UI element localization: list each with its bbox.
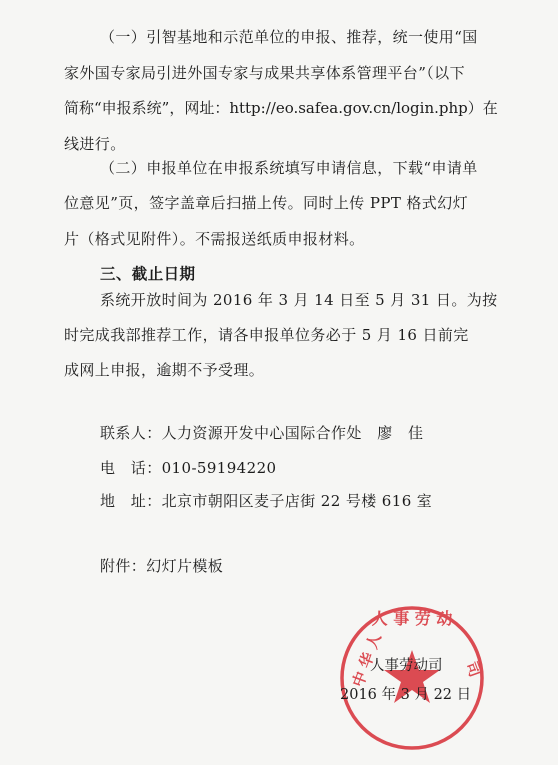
contact-address-row — [100, 491, 432, 511]
paragraph-1-line-2: 家外国专家局引进外国专家与成果共享体系管理平台”（以下 — [64, 64, 465, 82]
paragraph-1-line-1: （一）引智基地和示范单位的申报、推荐，统一使用“国 — [100, 28, 478, 46]
signature-department: 人事劳动司 — [370, 658, 443, 674]
official-seal — [338, 604, 486, 752]
contact-person-value: 人力资源开发中心国际合作处 廖 佳 — [161, 424, 424, 442]
paragraph-3-line-3: 成网上申报，逾期不予受理。 — [64, 361, 265, 379]
paragraph-3-line-2: 时完成我部推荐工作，请各申报单位务必于 5 月 16 日前完 — [64, 326, 469, 344]
contact-phone-value: 010-59194220 — [161, 459, 277, 477]
attachment-note: 附件：幻灯片模板 — [100, 557, 224, 575]
paragraph-2-line-1: （二）申报单位在申报系统填写申请信息，下载“申请单 — [100, 159, 478, 177]
paragraph-2-line-3: 片（格式见附件）。不需报送纸质申报材料。 — [64, 230, 365, 248]
svg-text:司: 司 — [462, 659, 485, 680]
contact-address-value: 北京市朝阳区麦子店街 22 号楼 616 室 — [161, 492, 433, 510]
paragraph-2-line-2: 位意见”页，签字盖章后扫描上传。同时上传 PPT 格式幻灯 — [64, 194, 468, 212]
svg-text:人 事 劳 动: 人 事 劳 动 — [371, 609, 453, 628]
contact-person-row — [100, 423, 423, 443]
section-3-heading: 三、截止日期 — [100, 265, 196, 283]
contact-address-label: 地 址： — [100, 492, 162, 510]
paragraph-1-line-4: 线进行。 — [64, 135, 126, 153]
contact-person-label: 联系人： — [100, 424, 162, 442]
signature-date: 2016 年 3 月 22 日 — [340, 687, 472, 703]
contact-phone-row — [100, 458, 276, 478]
contact-phone-label: 电 话： — [100, 459, 162, 477]
paragraph-1-line-3: 简称“申报系统”，网址：http://eo.safea.gov.cn/login.php）在 — [64, 99, 498, 117]
paragraph-3-line-1: 系统开放时间为 2016 年 3 月 14 日至 5 月 31 日。为按 — [100, 291, 498, 309]
svg-text:中 华 人: 中 华 人 — [348, 631, 385, 690]
